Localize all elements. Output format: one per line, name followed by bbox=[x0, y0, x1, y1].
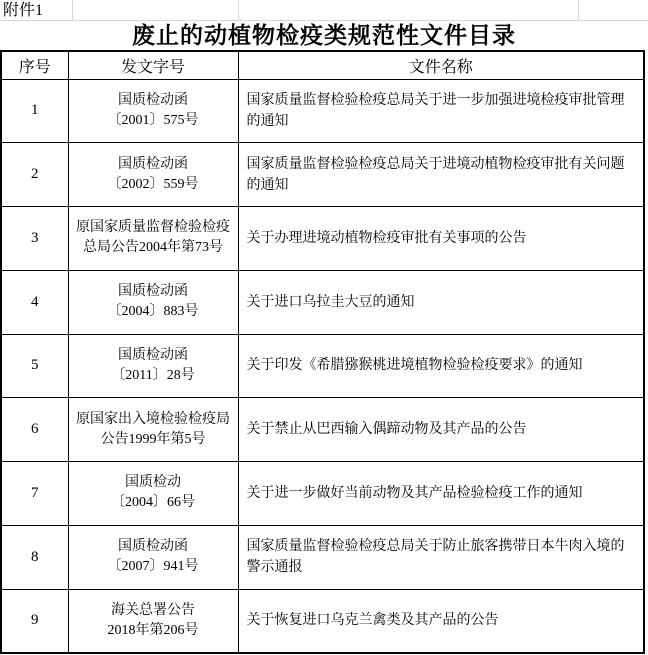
doc-number-line: 国质检动函 bbox=[118, 347, 188, 363]
faint-gridline bbox=[238, 0, 239, 20]
cell-doc-number bbox=[68, 79, 238, 143]
table-row bbox=[1, 589, 644, 653]
cell-serial-no: 7 bbox=[1, 462, 68, 526]
doc-number-line: 海关总署公告 bbox=[111, 602, 195, 618]
doc-number-line: 〔2011〕28号 bbox=[111, 367, 195, 383]
cell-doc-number bbox=[68, 462, 238, 526]
doc-number-line: 〔2004〕66号 bbox=[111, 495, 195, 511]
doc-number-line: 〔2004〕883号 bbox=[107, 304, 199, 320]
header-row bbox=[1, 51, 644, 79]
table-row bbox=[1, 79, 644, 143]
doc-number-line: 原国家质量监督检验检疫 bbox=[76, 220, 230, 236]
doc-number-line: 公告1999年第5号 bbox=[100, 431, 206, 447]
cell-file-name: 关于印发《希腊猕猴桃进境植物检验检疫要求》的通知 bbox=[238, 334, 644, 398]
faint-gridline bbox=[578, 0, 579, 20]
doc-number-line: 原国家出入境检验检疫局 bbox=[76, 411, 230, 427]
cell-serial-no: 2 bbox=[1, 143, 68, 207]
doc-number-line: 国质检动函 bbox=[118, 284, 188, 300]
cell-file-name: 国家质量监督检验检疫总局关于进一步加强进境检疫审批管理的通知 bbox=[238, 79, 644, 143]
cell-file-name: 关于进口乌拉圭大豆的通知 bbox=[238, 270, 644, 334]
cell-serial-no: 6 bbox=[1, 398, 68, 462]
col-header-doc-number: 发文字号 bbox=[68, 51, 238, 79]
cell-file-name: 国家质量监督检验检疫总局关于进境动植物检疫审批有关问题的通知 bbox=[238, 143, 644, 207]
page-title: 废止的动植物检疫类规范性文件目录 bbox=[132, 23, 516, 48]
cell-serial-no: 5 bbox=[1, 334, 68, 398]
cell-serial-no: 9 bbox=[1, 589, 68, 653]
doc-number-line: 国质检动函 bbox=[118, 92, 188, 108]
cell-doc-number bbox=[68, 589, 238, 653]
cell-serial-no: 8 bbox=[1, 525, 68, 589]
table-row bbox=[1, 462, 644, 526]
cell-file-name: 关于进一步做好当前动物及其产品检验检疫工作的通知 bbox=[238, 462, 644, 526]
cell-doc-number bbox=[68, 207, 238, 271]
table-row bbox=[1, 334, 644, 398]
table-row bbox=[1, 270, 644, 334]
cell-file-name: 国家质量监督检验检疫总局关于防止旅客携带日本牛肉入境的警示通报 bbox=[238, 525, 644, 589]
doc-number-line: 〔2002〕559号 bbox=[107, 176, 199, 192]
doc-number-line: 总局公告2004年第73号 bbox=[83, 240, 223, 256]
doc-number-line: 〔2007〕941号 bbox=[107, 559, 199, 575]
cell-serial-no: 4 bbox=[1, 270, 68, 334]
cell-doc-number bbox=[68, 525, 238, 589]
col-header-file-name: 文件名称 bbox=[238, 51, 644, 79]
attachment-label: 附件1 bbox=[3, 2, 44, 19]
cell-file-name: 关于恢复进口乌克兰禽类及其产品的公告 bbox=[238, 589, 644, 653]
cell-doc-number bbox=[68, 334, 238, 398]
doc-number-line: 国质检动函 bbox=[118, 539, 188, 555]
cell-file-name: 关于办理进境动植物检疫审批有关事项的公告 bbox=[238, 207, 644, 271]
doc-number-line: 国质检动 bbox=[125, 475, 181, 491]
cell-serial-no: 1 bbox=[1, 79, 68, 143]
table-row bbox=[1, 525, 644, 589]
table-row bbox=[1, 207, 644, 271]
cell-doc-number bbox=[68, 270, 238, 334]
col-header-serial-no: 序号 bbox=[1, 51, 68, 79]
cell-doc-number bbox=[68, 398, 238, 462]
table-row bbox=[1, 398, 644, 462]
doc-number-line: 2018年第206号 bbox=[107, 622, 199, 638]
doc-number-line: 国质检动函 bbox=[118, 156, 188, 172]
cell-file-name: 关于禁止从巴西输入偶蹄动物及其产品的公告 bbox=[238, 398, 644, 462]
cell-serial-no: 3 bbox=[1, 207, 68, 271]
doc-number-line: 〔2001〕575号 bbox=[107, 112, 199, 128]
cell-doc-number bbox=[68, 143, 238, 207]
faint-gridline bbox=[72, 0, 73, 20]
table-row bbox=[1, 143, 644, 207]
abolished-documents-table bbox=[0, 50, 645, 654]
attachment-row bbox=[0, 0, 648, 21]
